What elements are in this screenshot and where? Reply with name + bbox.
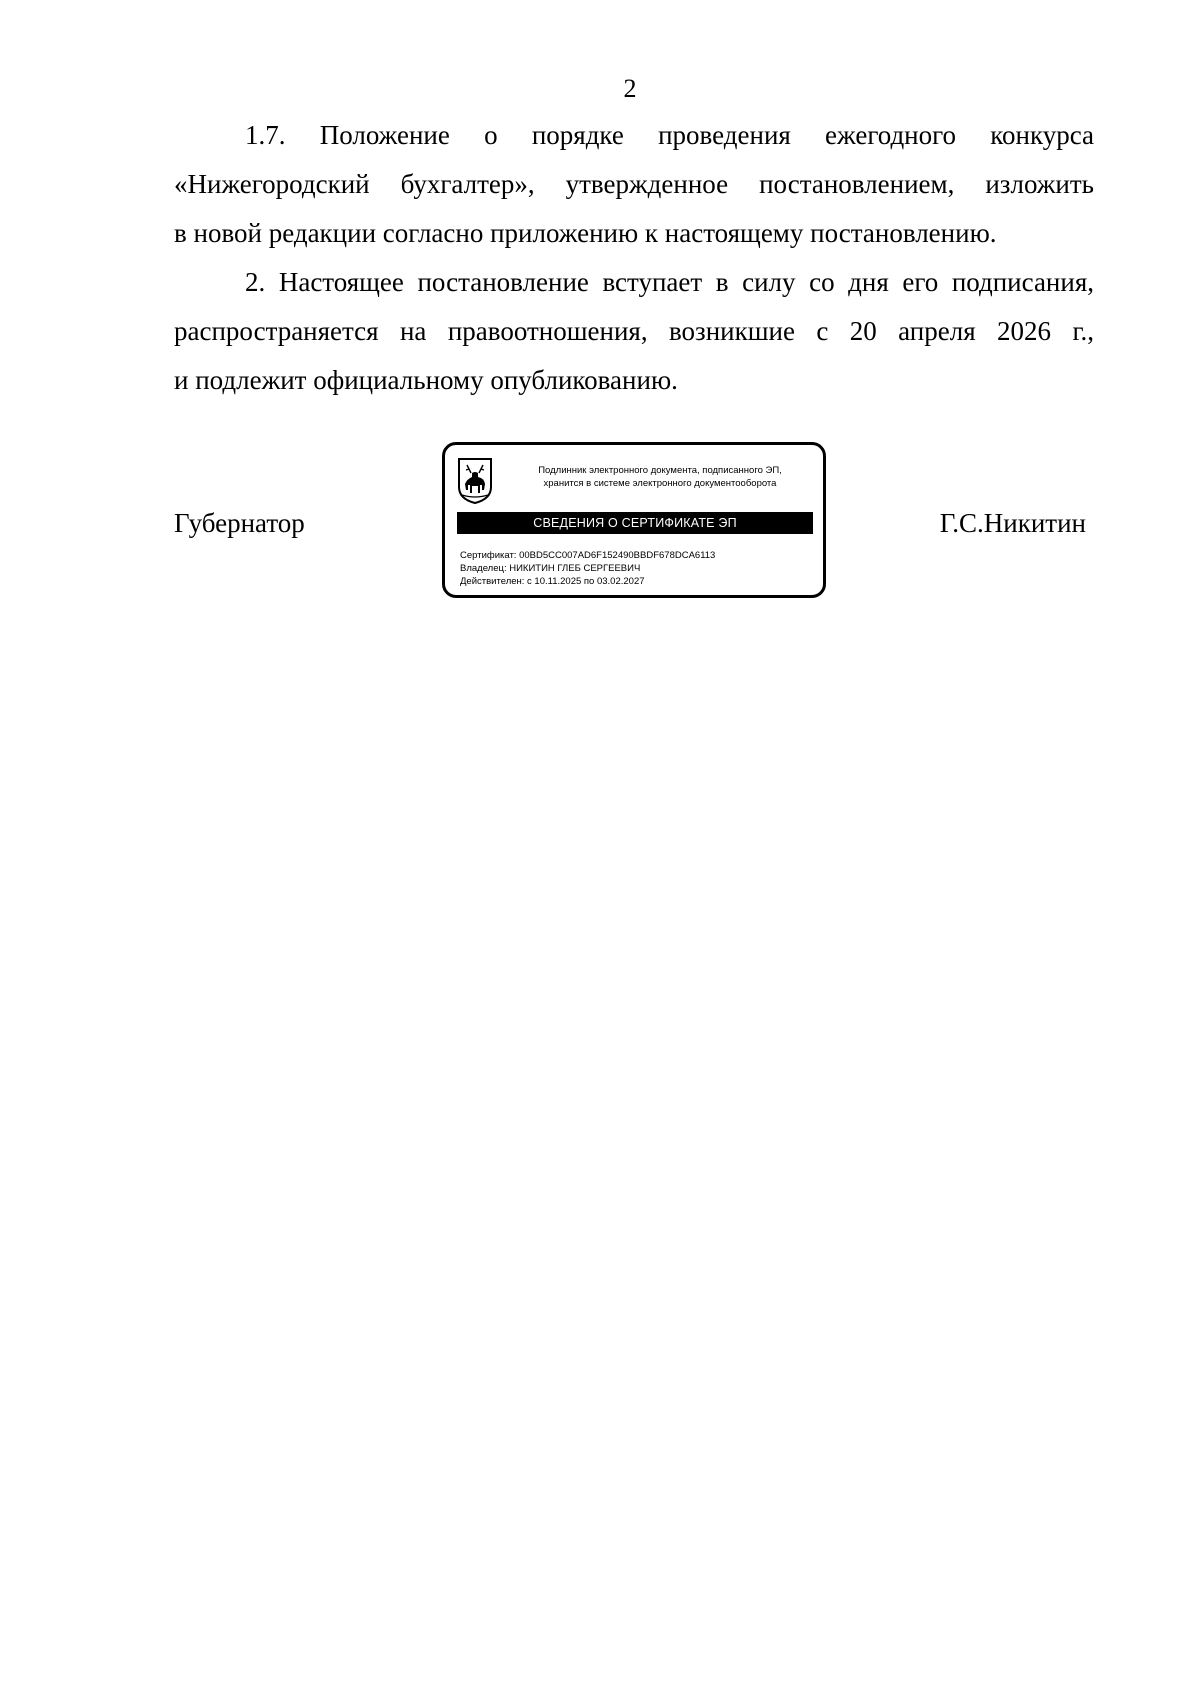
certificate-validity: Действителен: с 10.11.2025 по 03.02.2027 — [460, 576, 645, 587]
electronic-signature-stamp — [442, 442, 826, 598]
stamp-header: СВЕДЕНИЯ О СЕРТИФИКАТЕ ЭП — [457, 512, 813, 534]
paragraph-line: и подлежит официальному опубликованию. — [174, 365, 678, 395]
deer-coat-of-arms-icon — [457, 457, 493, 505]
page-number: 2 — [623, 74, 637, 103]
paragraph-line: 1.7. Положение о порядке проведения ежегодного конкурса — [245, 120, 1094, 150]
stamp-notice-line: Подлинник электронного документа, подписанного ЭП, — [538, 465, 782, 476]
paragraph-line: «Нижегородский бухгалтер», утвержденное постановлением, изложить — [174, 169, 1094, 199]
stamp-notice-line: хранится в системе электронного документооборота — [543, 478, 777, 489]
paragraph-line: распространяется на правоотношения, возникшие с 20 апреля 2026 г., — [174, 316, 1094, 346]
paragraph-line: в новой редакции согласно приложению к настоящему постановлению. — [174, 218, 997, 248]
signatory-name: Г.С.Никитин — [939, 508, 1086, 538]
paragraph-line: 2. Настоящее постановление вступает в силу со дня его подписания, — [245, 267, 1094, 297]
stamp-notice — [505, 464, 815, 490]
signatory-title: Губернатор — [174, 508, 305, 538]
document-body — [174, 111, 1094, 405]
paragraph-2 — [174, 258, 1094, 405]
certificate-details — [460, 549, 820, 588]
certificate-owner: Владелец: НИКИТИН ГЛЕБ СЕРГЕЕВИЧ — [460, 563, 641, 574]
certificate-number: Сертификат: 00BD5CC007AD6F152490BBDF678DCA6113 — [460, 550, 716, 561]
paragraph-1-7 — [174, 111, 1094, 258]
